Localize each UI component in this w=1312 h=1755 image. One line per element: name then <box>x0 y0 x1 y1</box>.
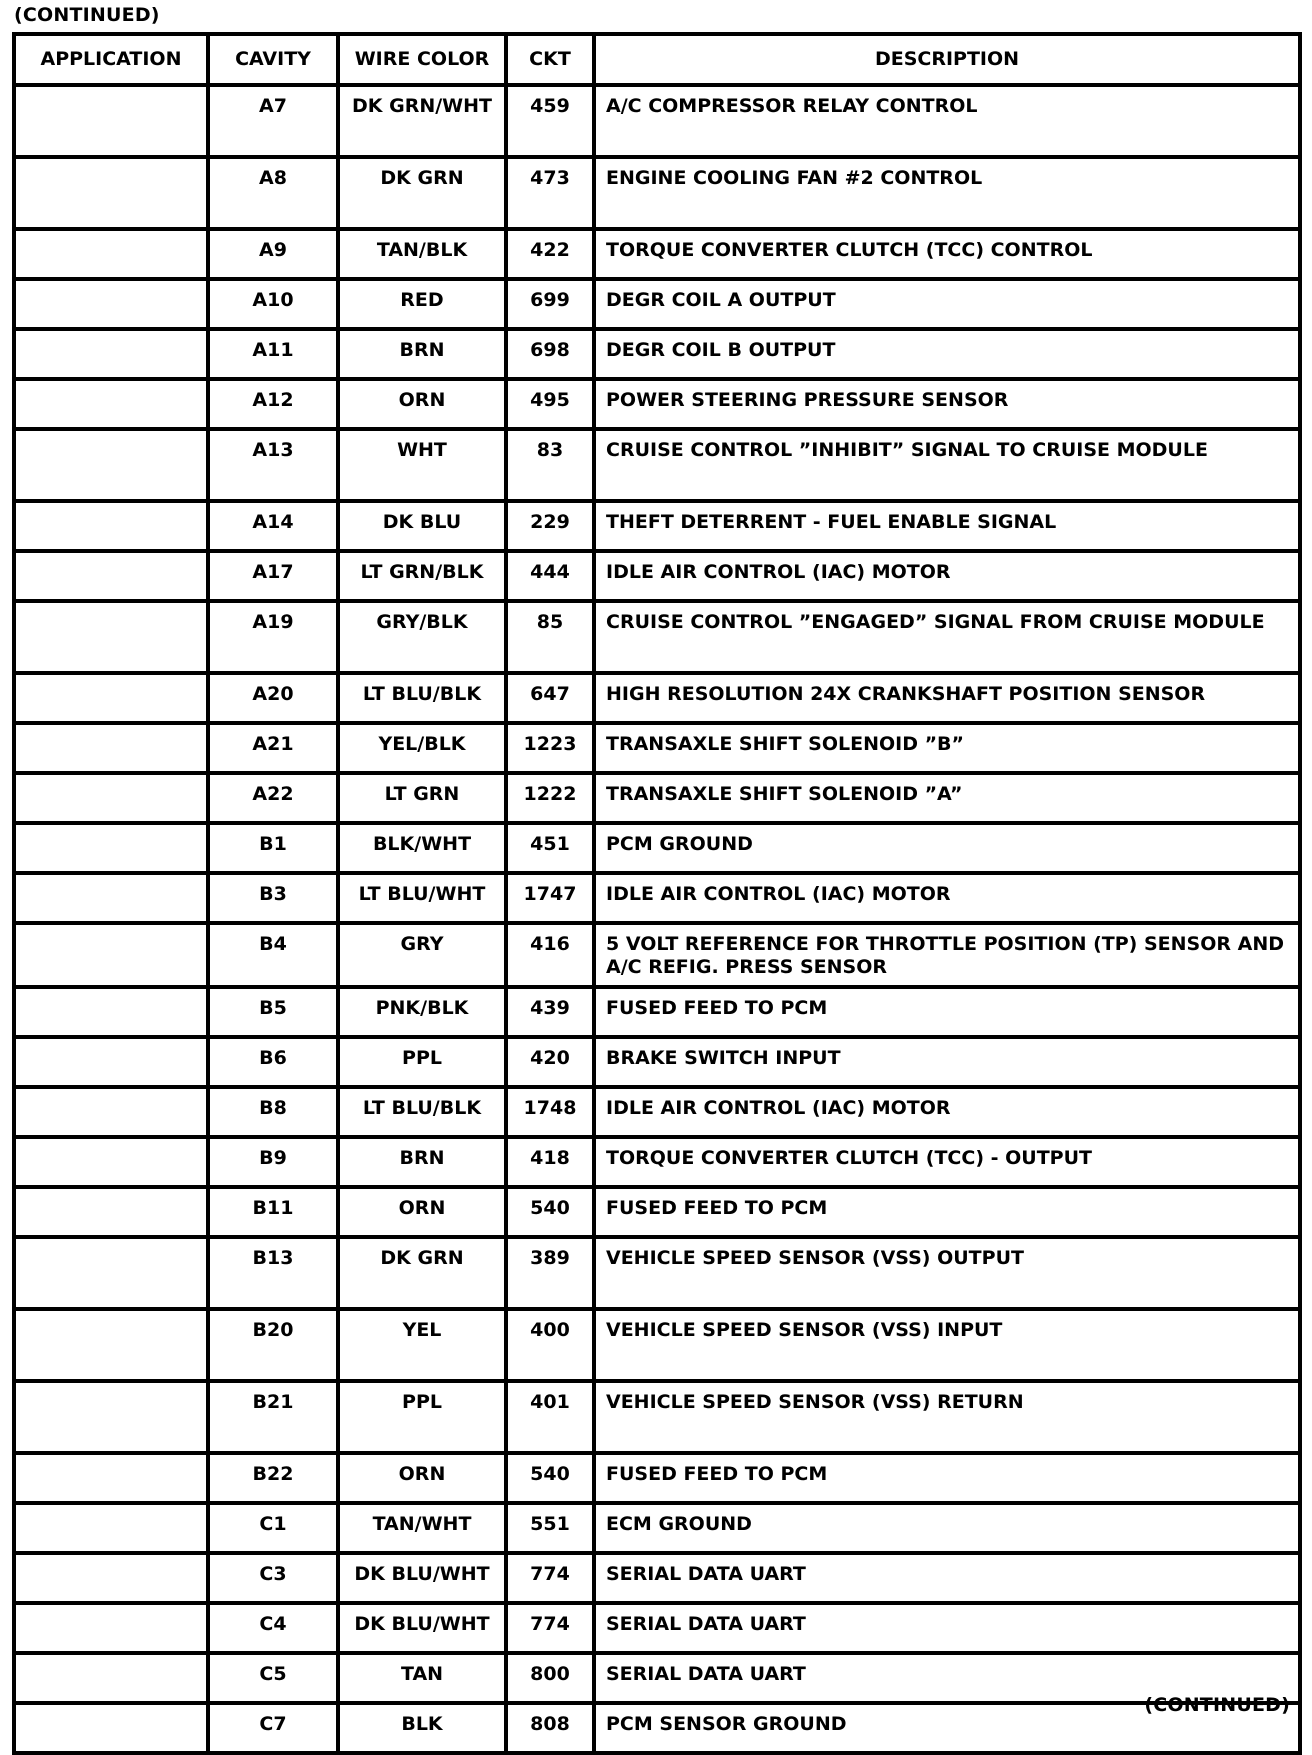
application-cell <box>14 1381 208 1453</box>
cavity-cell: C1 <box>208 1503 338 1553</box>
cavity-cell: B6 <box>208 1037 338 1087</box>
ckt-cell: 389 <box>506 1237 594 1309</box>
cavity-cell: A10 <box>208 279 338 329</box>
table-row <box>14 1237 1300 1309</box>
table-row <box>14 1037 1300 1087</box>
wire-color-cell: GRY <box>338 923 506 987</box>
table-row <box>14 723 1300 773</box>
description-cell: TORQUE CONVERTER CLUTCH (TCC) CONTROL <box>594 229 1300 279</box>
ckt-cell: 473 <box>506 157 594 229</box>
cavity-cell: A14 <box>208 501 338 551</box>
application-cell <box>14 723 208 773</box>
ckt-cell: 459 <box>506 85 594 157</box>
cavity-cell: B3 <box>208 873 338 923</box>
table-row <box>14 501 1300 551</box>
continued-note-bottom: (CONTINUED) <box>1144 1694 1290 1716</box>
cavity-cell: B11 <box>208 1187 338 1237</box>
cavity-cell: B13 <box>208 1237 338 1309</box>
cavity-cell: A12 <box>208 379 338 429</box>
ckt-cell: 540 <box>506 1187 594 1237</box>
cavity-cell: B21 <box>208 1381 338 1453</box>
table-row <box>14 229 1300 279</box>
ckt-cell: 540 <box>506 1453 594 1503</box>
wire-color-cell: ORN <box>338 1453 506 1503</box>
description-cell: CRUISE CONTROL ”INHIBIT” SIGNAL TO CRUISE MODULE <box>594 429 1300 501</box>
application-cell <box>14 1137 208 1187</box>
wire-color-cell: LT BLU/BLK <box>338 673 506 723</box>
cavity-cell: B20 <box>208 1309 338 1381</box>
application-cell <box>14 379 208 429</box>
table-row <box>14 1603 1300 1653</box>
description-cell: DEGR COIL B OUTPUT <box>594 329 1300 379</box>
table-row <box>14 1503 1300 1553</box>
ckt-cell: 1748 <box>506 1087 594 1137</box>
table-row <box>14 1653 1300 1703</box>
description-cell: PCM GROUND <box>594 823 1300 873</box>
cavity-cell: A19 <box>208 601 338 673</box>
ckt-cell: 800 <box>506 1653 594 1703</box>
description-cell: SERIAL DATA UART <box>594 1553 1300 1603</box>
wire-color-cell: DK GRN <box>338 157 506 229</box>
ckt-cell: 229 <box>506 501 594 551</box>
description-cell: CRUISE CONTROL ”ENGAGED” SIGNAL FROM CRUISE MODULE <box>594 601 1300 673</box>
cavity-cell: B4 <box>208 923 338 987</box>
table-row <box>14 601 1300 673</box>
application-cell <box>14 923 208 987</box>
ckt-cell: 439 <box>506 987 594 1037</box>
description-cell: FUSED FEED TO PCM <box>594 1453 1300 1503</box>
wire-color-cell: YEL/BLK <box>338 723 506 773</box>
cavity-cell: B9 <box>208 1137 338 1187</box>
table-row <box>14 329 1300 379</box>
table-row <box>14 1553 1300 1603</box>
description-cell: VEHICLE SPEED SENSOR (VSS) INPUT <box>594 1309 1300 1381</box>
description-cell: 5 VOLT REFERENCE FOR THROTTLE POSITION (TP) SENSOR AND A/C REFIG. PRESS SENSOR <box>594 923 1300 987</box>
description-cell: TRANSAXLE SHIFT SOLENOID ”B” <box>594 723 1300 773</box>
application-cell <box>14 1187 208 1237</box>
application-cell <box>14 1237 208 1309</box>
table-row <box>14 823 1300 873</box>
application-cell <box>14 987 208 1037</box>
ckt-cell: 400 <box>506 1309 594 1381</box>
description-cell: HIGH RESOLUTION 24X CRANKSHAFT POSITION SENSOR <box>594 673 1300 723</box>
application-cell <box>14 329 208 379</box>
application-cell <box>14 823 208 873</box>
wire-color-cell: BRN <box>338 329 506 379</box>
application-cell <box>14 1087 208 1137</box>
description-cell: POWER STEERING PRESSURE SENSOR <box>594 379 1300 429</box>
table-row <box>14 379 1300 429</box>
ckt-cell: 85 <box>506 601 594 673</box>
ckt-cell: 698 <box>506 329 594 379</box>
cavity-cell: C4 <box>208 1603 338 1653</box>
description-cell: VEHICLE SPEED SENSOR (VSS) OUTPUT <box>594 1237 1300 1309</box>
description-cell: SERIAL DATA UART <box>594 1603 1300 1653</box>
column-header-application: APPLICATION <box>14 34 208 85</box>
description-cell: IDLE AIR CONTROL (IAC) MOTOR <box>594 551 1300 601</box>
cavity-cell: A9 <box>208 229 338 279</box>
description-cell: SERIAL DATA UART <box>594 1653 1300 1703</box>
application-cell <box>14 229 208 279</box>
ckt-cell: 1747 <box>506 873 594 923</box>
application-cell <box>14 551 208 601</box>
description-cell: IDLE AIR CONTROL (IAC) MOTOR <box>594 873 1300 923</box>
ckt-cell: 418 <box>506 1137 594 1187</box>
cavity-cell: A21 <box>208 723 338 773</box>
description-cell: TRANSAXLE SHIFT SOLENOID ”A” <box>594 773 1300 823</box>
cavity-cell: B1 <box>208 823 338 873</box>
wire-color-cell: LT GRN <box>338 773 506 823</box>
wire-color-cell: LT BLU/BLK <box>338 1087 506 1137</box>
ckt-cell: 420 <box>506 1037 594 1087</box>
wire-color-cell: PPL <box>338 1381 506 1453</box>
application-cell <box>14 601 208 673</box>
wire-color-cell: DK GRN/WHT <box>338 85 506 157</box>
wire-color-cell: DK BLU <box>338 501 506 551</box>
description-cell: FUSED FEED TO PCM <box>594 1187 1300 1237</box>
wire-color-cell: TAN/WHT <box>338 1503 506 1553</box>
ckt-cell: 416 <box>506 923 594 987</box>
wire-color-cell: ORN <box>338 379 506 429</box>
continued-note-top: (CONTINUED) <box>14 4 160 26</box>
cavity-cell: B8 <box>208 1087 338 1137</box>
wire-color-cell: TAN/BLK <box>338 229 506 279</box>
column-header-wire-color: WIRE COLOR <box>338 34 506 85</box>
table-row <box>14 873 1300 923</box>
ckt-cell: 699 <box>506 279 594 329</box>
ckt-cell: 83 <box>506 429 594 501</box>
cavity-cell: A20 <box>208 673 338 723</box>
table-row <box>14 1137 1300 1187</box>
application-cell <box>14 1653 208 1703</box>
cavity-cell: A13 <box>208 429 338 501</box>
connector-pinout-table <box>12 32 1302 1755</box>
application-cell <box>14 673 208 723</box>
description-cell: ENGINE COOLING FAN #2 CONTROL <box>594 157 1300 229</box>
ckt-cell: 451 <box>506 823 594 873</box>
wire-color-cell: ORN <box>338 1187 506 1237</box>
column-header-description: DESCRIPTION <box>594 34 1300 85</box>
cavity-cell: A22 <box>208 773 338 823</box>
column-header-cavity: CAVITY <box>208 34 338 85</box>
cavity-cell: B5 <box>208 987 338 1037</box>
cavity-cell: A7 <box>208 85 338 157</box>
column-header-ckt: CKT <box>506 34 594 85</box>
application-cell <box>14 1309 208 1381</box>
table-row <box>14 1381 1300 1453</box>
application-cell <box>14 429 208 501</box>
table-row <box>14 1187 1300 1237</box>
ckt-cell: 422 <box>506 229 594 279</box>
description-cell: IDLE AIR CONTROL (IAC) MOTOR <box>594 1087 1300 1137</box>
description-cell: DEGR COIL A OUTPUT <box>594 279 1300 329</box>
ckt-cell: 1223 <box>506 723 594 773</box>
table-row <box>14 773 1300 823</box>
description-cell: FUSED FEED TO PCM <box>594 987 1300 1037</box>
cavity-cell: C7 <box>208 1703 338 1753</box>
cavity-cell: C3 <box>208 1553 338 1603</box>
wire-color-cell: PNK/BLK <box>338 987 506 1037</box>
cavity-cell: C5 <box>208 1653 338 1703</box>
cavity-cell: B22 <box>208 1453 338 1503</box>
table-row <box>14 1453 1300 1503</box>
wire-color-cell: GRY/BLK <box>338 601 506 673</box>
wire-color-cell: BLK <box>338 1703 506 1753</box>
table-row <box>14 279 1300 329</box>
application-cell <box>14 773 208 823</box>
wire-color-cell: TAN <box>338 1653 506 1703</box>
application-cell <box>14 1703 208 1753</box>
wire-color-cell: DK BLU/WHT <box>338 1603 506 1653</box>
ckt-cell: 808 <box>506 1703 594 1753</box>
description-cell: PCM SENSOR GROUND <box>594 1703 1300 1753</box>
application-cell <box>14 1553 208 1603</box>
cavity-cell: A17 <box>208 551 338 601</box>
table-row <box>14 429 1300 501</box>
wire-color-cell: DK BLU/WHT <box>338 1553 506 1603</box>
wire-color-cell: LT GRN/BLK <box>338 551 506 601</box>
application-cell <box>14 1037 208 1087</box>
ckt-cell: 774 <box>506 1603 594 1653</box>
wire-color-cell: LT BLU/WHT <box>338 873 506 923</box>
table-row <box>14 1087 1300 1137</box>
application-cell <box>14 873 208 923</box>
table-body <box>14 85 1300 1753</box>
wire-color-cell: PPL <box>338 1037 506 1087</box>
table-row <box>14 987 1300 1037</box>
ckt-cell: 1222 <box>506 773 594 823</box>
table-row <box>14 157 1300 229</box>
description-cell: BRAKE SWITCH INPUT <box>594 1037 1300 1087</box>
application-cell <box>14 85 208 157</box>
ckt-cell: 551 <box>506 1503 594 1553</box>
cavity-cell: A8 <box>208 157 338 229</box>
wire-color-cell: BLK/WHT <box>338 823 506 873</box>
description-cell: VEHICLE SPEED SENSOR (VSS) RETURN <box>594 1381 1300 1453</box>
application-cell <box>14 1503 208 1553</box>
ckt-cell: 495 <box>506 379 594 429</box>
wire-color-cell: BRN <box>338 1137 506 1187</box>
ckt-cell: 774 <box>506 1553 594 1603</box>
table-row <box>14 1309 1300 1381</box>
cavity-cell: A11 <box>208 329 338 379</box>
application-cell <box>14 501 208 551</box>
application-cell <box>14 1453 208 1503</box>
description-cell: A/C COMPRESSOR RELAY CONTROL <box>594 85 1300 157</box>
wire-color-cell: RED <box>338 279 506 329</box>
application-cell <box>14 157 208 229</box>
description-cell: ECM GROUND <box>594 1503 1300 1553</box>
wire-color-cell: YEL <box>338 1309 506 1381</box>
table-row <box>14 1703 1300 1753</box>
ckt-cell: 401 <box>506 1381 594 1453</box>
wire-color-cell: DK GRN <box>338 1237 506 1309</box>
application-cell <box>14 279 208 329</box>
application-cell <box>14 1603 208 1653</box>
table-header-row <box>14 34 1300 85</box>
table-row <box>14 923 1300 987</box>
table-row <box>14 85 1300 157</box>
table-row <box>14 551 1300 601</box>
table-row <box>14 673 1300 723</box>
ckt-cell: 647 <box>506 673 594 723</box>
wire-color-cell: WHT <box>338 429 506 501</box>
description-cell: TORQUE CONVERTER CLUTCH (TCC) - OUTPUT <box>594 1137 1300 1187</box>
ckt-cell: 444 <box>506 551 594 601</box>
description-cell: THEFT DETERRENT - FUEL ENABLE SIGNAL <box>594 501 1300 551</box>
